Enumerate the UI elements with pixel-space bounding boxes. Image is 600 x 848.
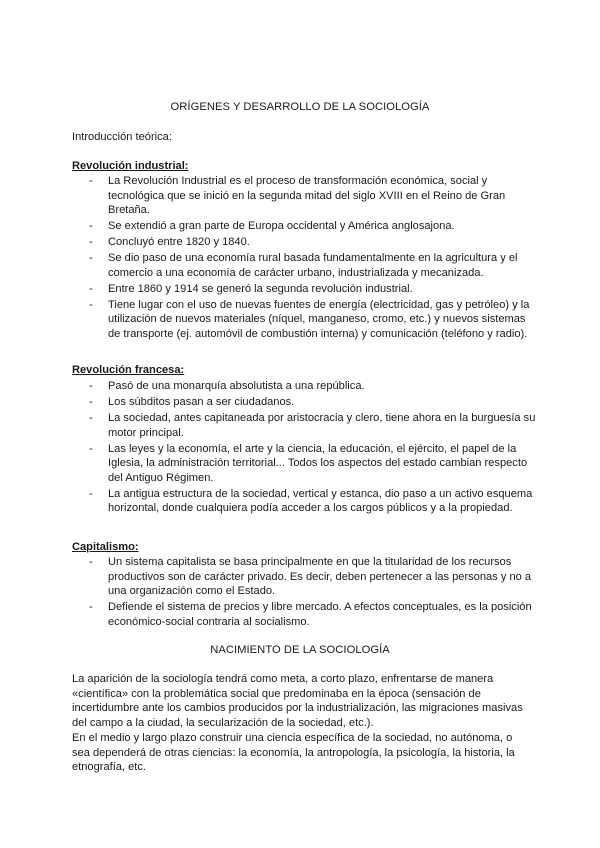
list-item-text: La sociedad, antes capitaneada por aristocracia y clero, tiene ahora en la burguesía su motor principal. [108,411,536,439]
list-item-text: Entre 1860 y 1914 se generó la segunda revolución industrial. [108,282,413,295]
capitalismo-list [0,555,600,631]
list-item [0,282,600,297]
nacimiento-title: NACIMIENTO DE LA SOCIOLOGÍA [210,644,390,656]
section-heading-revolucion-francesa: Revolución francesa: [72,364,185,376]
list-item-text: Se dio paso de una economía rural basada fundamentalmente en la agricultura y el comercio a una economía de carácter urbano, industrializada y mecanizada. [108,252,518,279]
intro-label: Introducción teórica: [72,131,172,143]
list-item [0,442,600,486]
list-item-text: Concluyó entre 1820 y 1840. [108,236,250,249]
list-item [0,411,600,440]
dash-bullet: - [89,556,93,568]
dash-bullet: - [89,236,93,249]
section-heading-capitalismo: Capitalismo: [72,541,139,553]
list-item [0,174,600,218]
list-item-text: Los súbditos pasan a ser ciudadanos. [108,395,295,408]
revolucion-industrial-list [0,174,600,343]
list-item [0,487,600,516]
list-item-text: Pasó de una monarquía absolutista a una república. [108,380,365,392]
dash-bullet: - [89,411,93,424]
list-item-text: Las leyes y la economía, el arte y la ciencia, la educación, el ejército, el papel de la Iglesia, la administración territorial... Todos los aspectos del estado cambian respecto del Antiguo Régimen. [108,442,528,484]
revolucion-francesa-list [0,379,600,517]
dash-bullet: - [89,395,93,408]
dash-bullet: - [89,487,93,500]
list-item-text: Defiende el sistema de precios y libre mercado. A efectos conceptuales, es la posición económico-social contraria al socialismo. [108,601,532,628]
list-item [0,251,600,280]
dash-bullet: - [89,380,93,392]
dash-bullet: - [89,175,93,187]
document-title: ORÍGENES Y DESARROLLO DE LA SOCIOLOGÍA [170,101,430,113]
nacimiento-paragraph-2: En el medio y largo plazo construir una ciencia específica de la sociedad, no autónoma, o sea dependerá de otras ciencias: la economía, la antropología, la psicología, la historia, la etnografía, etc. [72,732,515,774]
list-item-text: Tiene lugar con el uso de nuevas fuentes de energía (electricidad, gas y petróleo) y la utilización de nuevos materiales (níquel, manganeso, cromo, etc.) y nuevos sistemas de transporte (ej. automóvil de combustión interna) y comunicación (teléfono y radio). [108,298,530,340]
dash-bullet: - [89,282,93,295]
dash-bullet: - [89,220,93,233]
list-item-text: Se extendió a gran parte de Europa occidental y América anglosajona. [108,220,455,233]
list-item [0,298,600,342]
list-item [0,555,600,599]
dash-bullet: - [89,442,93,455]
list-item-text: La antigua estructura de la sociedad, vertical y estanca, dio paso a un activo esquema horizontal, donde cualquiera podía acceder a los cargos públicos y a la propiedad. [108,487,533,515]
list-item [0,379,600,394]
list-item-text: La Revolución Industrial es el proceso de transformación económica, social y tecnológica que se inició en la segunda mitad del siglo XVIII en el Reino de Gran Bretaña. [108,175,506,217]
section-heading-revolucion-industrial: Revolución industrial: [72,160,189,172]
list-item-text: Un sistema capitalista se basa principalmente en que la titularidad de los recursos productivos son de carácter privado. Es decir, deben pertenecer a las personas y no a una organización como el Estado. [108,556,532,598]
dash-bullet: - [89,298,93,311]
list-item [0,395,600,410]
nacimiento-paragraph-1: La aparición de la sociología tendrá como meta, a corto plazo, enfrentarse de manera «científica» con la problemática social que predominaba en la época (sensación de incertidumbre ante los cambios producidos por la industrialización, las migraciones masivas del campo a la ciudad, la secularización de la sociedad, etc.). [72,673,523,729]
dash-bullet: - [89,252,93,265]
dash-bullet: - [89,601,93,614]
list-item [0,235,600,250]
list-item [0,600,600,629]
list-item [0,219,600,234]
